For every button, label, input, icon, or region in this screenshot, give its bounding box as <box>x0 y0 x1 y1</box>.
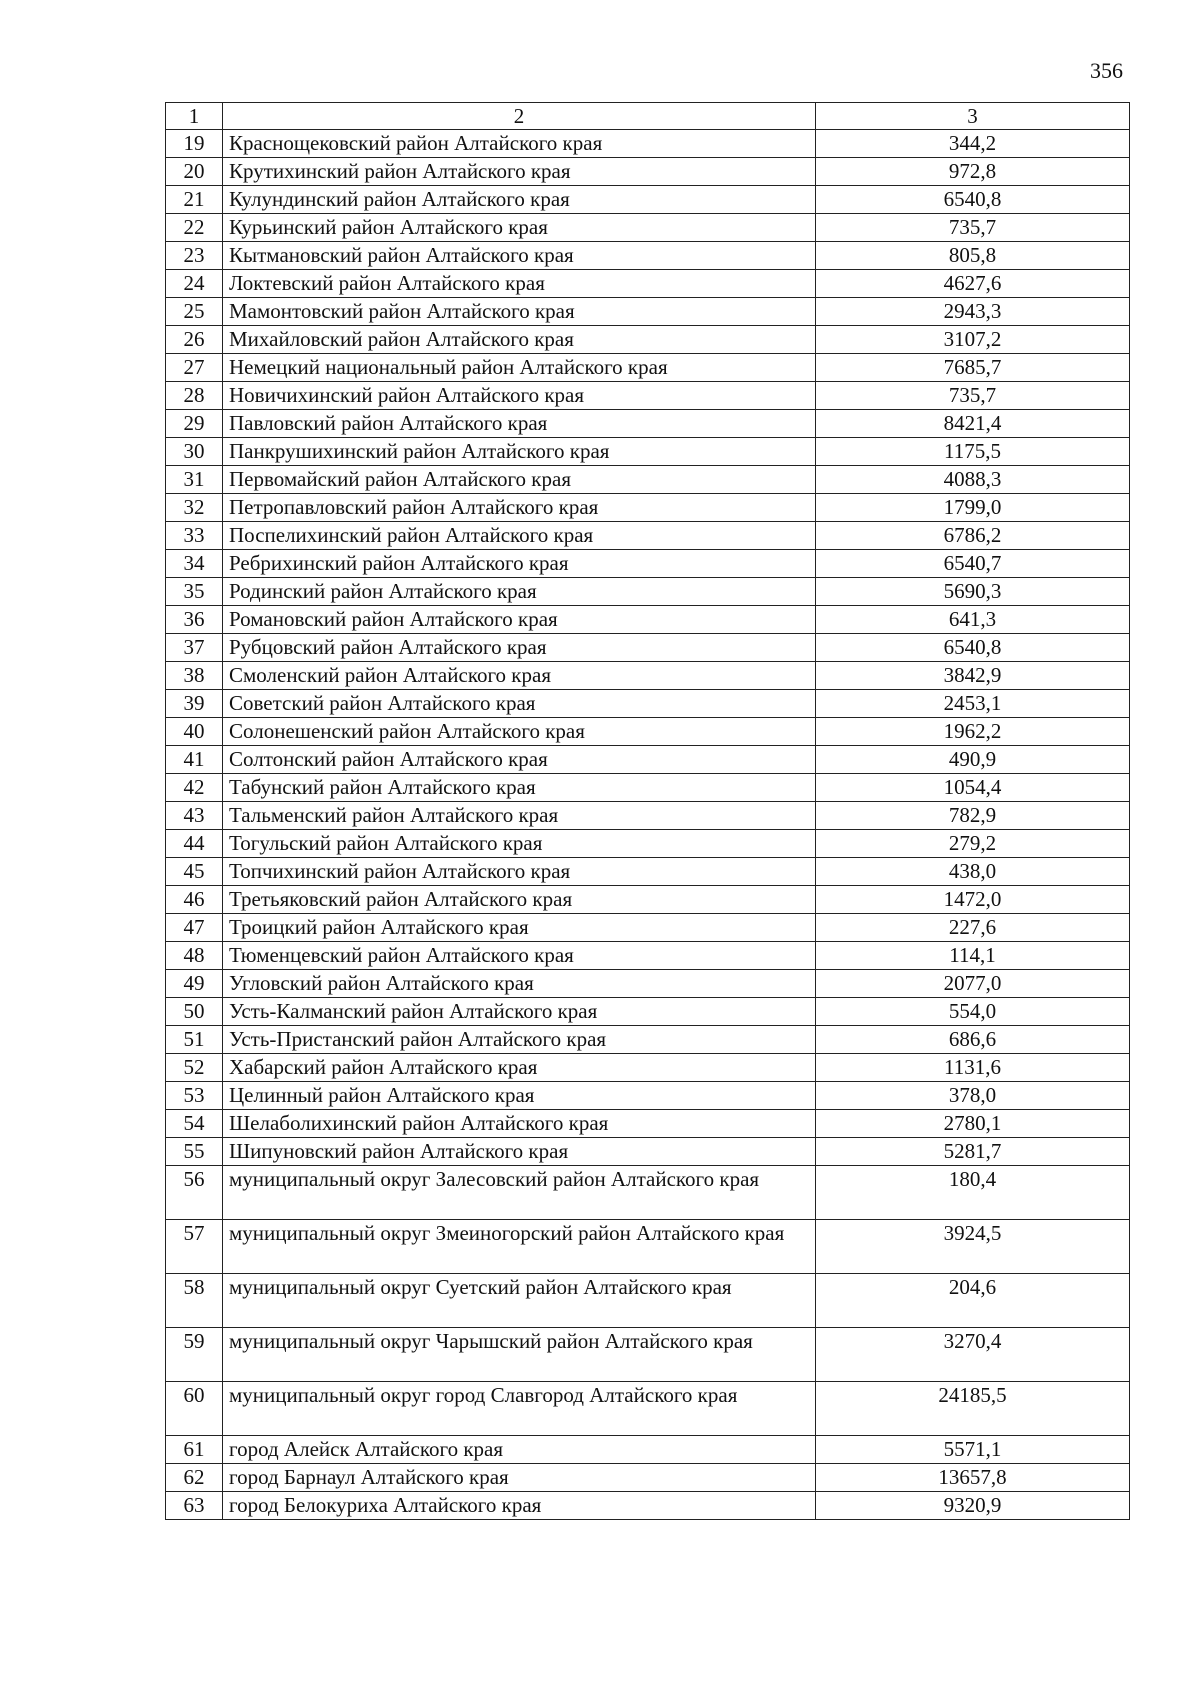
row-name: Солонешенский район Алтайского края <box>223 718 816 746</box>
row-name: муниципальный округ Змеиногорский район Алтайского края <box>223 1220 816 1274</box>
row-name: Рубцовский район Алтайского края <box>223 634 816 662</box>
row-number: 29 <box>166 410 223 438</box>
row-value: 5281,7 <box>816 1138 1130 1166</box>
row-value: 204,6 <box>816 1274 1130 1328</box>
row-value: 438,0 <box>816 858 1130 886</box>
row-name: Солтонский район Алтайского края <box>223 746 816 774</box>
table-row <box>166 382 1130 410</box>
table-row <box>166 886 1130 914</box>
table-row <box>166 130 1130 158</box>
row-name: Ребрихинский район Алтайского края <box>223 550 816 578</box>
row-value: 4088,3 <box>816 466 1130 494</box>
table-row <box>166 914 1130 942</box>
row-value: 2943,3 <box>816 298 1130 326</box>
row-name: Павловский район Алтайского края <box>223 410 816 438</box>
row-number: 39 <box>166 690 223 718</box>
row-value: 490,9 <box>816 746 1130 774</box>
row-number: 34 <box>166 550 223 578</box>
table-row <box>166 830 1130 858</box>
row-name: муниципальный округ город Славгород Алтайского края <box>223 1382 816 1436</box>
row-number: 28 <box>166 382 223 410</box>
row-value: 6786,2 <box>816 522 1130 550</box>
table-row <box>166 214 1130 242</box>
row-name: Петропавловский район Алтайского края <box>223 494 816 522</box>
row-number: 60 <box>166 1382 223 1436</box>
table-row <box>166 746 1130 774</box>
row-name: муниципальный округ Чарышский район Алтайского края <box>223 1328 816 1382</box>
table-row <box>166 662 1130 690</box>
table-row <box>166 690 1130 718</box>
row-number: 19 <box>166 130 223 158</box>
row-number: 31 <box>166 466 223 494</box>
row-value: 3270,4 <box>816 1328 1130 1382</box>
table-row <box>166 466 1130 494</box>
row-name: Локтевский район Алтайского края <box>223 270 816 298</box>
row-name: Усть-Пристанский район Алтайского края <box>223 1026 816 1054</box>
table-row <box>166 438 1130 466</box>
header-col-1: 1 <box>166 103 223 130</box>
row-name: Кулундинский район Алтайского края <box>223 186 816 214</box>
row-name: муниципальный округ Залесовский район Алтайского края <box>223 1166 816 1220</box>
row-value: 9320,9 <box>816 1492 1130 1520</box>
row-value: 1054,4 <box>816 774 1130 802</box>
row-name: Родинский район Алтайского края <box>223 578 816 606</box>
row-number: 47 <box>166 914 223 942</box>
row-value: 1962,2 <box>816 718 1130 746</box>
row-number: 61 <box>166 1436 223 1464</box>
table-row <box>166 1138 1130 1166</box>
row-name: Шелаболихинский район Алтайского края <box>223 1110 816 1138</box>
table-row <box>166 1110 1130 1138</box>
row-value: 6540,8 <box>816 186 1130 214</box>
row-value: 686,6 <box>816 1026 1130 1054</box>
row-value: 805,8 <box>816 242 1130 270</box>
table-row <box>166 774 1130 802</box>
row-value: 1799,0 <box>816 494 1130 522</box>
row-value: 6540,7 <box>816 550 1130 578</box>
row-number: 46 <box>166 886 223 914</box>
row-name: Усть-Калманский район Алтайского края <box>223 998 816 1026</box>
row-number: 21 <box>166 186 223 214</box>
table-row <box>166 410 1130 438</box>
row-name: город Барнаул Алтайского края <box>223 1464 816 1492</box>
table-row <box>166 634 1130 662</box>
row-value: 7685,7 <box>816 354 1130 382</box>
table-row <box>166 802 1130 830</box>
table-row <box>166 354 1130 382</box>
table-row <box>166 186 1130 214</box>
row-name: город Белокуриха Алтайского края <box>223 1492 816 1520</box>
row-number: 59 <box>166 1328 223 1382</box>
row-value: 972,8 <box>816 158 1130 186</box>
row-value: 8421,4 <box>816 410 1130 438</box>
table-row <box>166 158 1130 186</box>
row-value: 6540,8 <box>816 634 1130 662</box>
row-value: 554,0 <box>816 998 1130 1026</box>
row-number: 25 <box>166 298 223 326</box>
table-row <box>166 1274 1130 1328</box>
row-name: Крутихинский район Алтайского края <box>223 158 816 186</box>
row-number: 26 <box>166 326 223 354</box>
row-name: муниципальный округ Суетский район Алтайского края <box>223 1274 816 1328</box>
row-name: Новичихинский район Алтайского края <box>223 382 816 410</box>
row-value: 2453,1 <box>816 690 1130 718</box>
table-row <box>166 1082 1130 1110</box>
data-table <box>165 102 1130 1520</box>
row-value: 735,7 <box>816 382 1130 410</box>
row-name: Советский район Алтайского края <box>223 690 816 718</box>
row-number: 30 <box>166 438 223 466</box>
row-number: 45 <box>166 858 223 886</box>
row-name: Целинный район Алтайского края <box>223 1082 816 1110</box>
row-name: Краснощековский район Алтайского края <box>223 130 816 158</box>
page-number: 356 <box>1090 58 1123 83</box>
row-name: Табунский район Алтайского края <box>223 774 816 802</box>
row-value: 378,0 <box>816 1082 1130 1110</box>
row-name: Первомайский район Алтайского края <box>223 466 816 494</box>
row-name: Шипуновский район Алтайского края <box>223 1138 816 1166</box>
table-row <box>166 1464 1130 1492</box>
table-row <box>166 718 1130 746</box>
row-number: 52 <box>166 1054 223 1082</box>
row-number: 43 <box>166 802 223 830</box>
row-name: Третьяковский район Алтайского края <box>223 886 816 914</box>
row-value: 1131,6 <box>816 1054 1130 1082</box>
row-name: Тальменский район Алтайского края <box>223 802 816 830</box>
row-name: Топчихинский район Алтайского края <box>223 858 816 886</box>
row-number: 42 <box>166 774 223 802</box>
row-number: 62 <box>166 1464 223 1492</box>
row-number: 27 <box>166 354 223 382</box>
table-row <box>166 550 1130 578</box>
row-value: 3842,9 <box>816 662 1130 690</box>
row-number: 36 <box>166 606 223 634</box>
row-number: 56 <box>166 1166 223 1220</box>
row-value: 3107,2 <box>816 326 1130 354</box>
row-name: Курьинский район Алтайского края <box>223 214 816 242</box>
table-row <box>166 998 1130 1026</box>
row-name: Троицкий район Алтайского края <box>223 914 816 942</box>
row-name: город Алейск Алтайского края <box>223 1436 816 1464</box>
table-row <box>166 494 1130 522</box>
row-value: 735,7 <box>816 214 1130 242</box>
row-number: 55 <box>166 1138 223 1166</box>
table-row <box>166 1166 1130 1220</box>
row-name: Поспелихинский район Алтайского края <box>223 522 816 550</box>
row-value: 2077,0 <box>816 970 1130 998</box>
row-value: 641,3 <box>816 606 1130 634</box>
table-row <box>166 1220 1130 1274</box>
row-number: 37 <box>166 634 223 662</box>
row-value: 344,2 <box>816 130 1130 158</box>
row-value: 279,2 <box>816 830 1130 858</box>
row-name: Мамонтовский район Алтайского края <box>223 298 816 326</box>
row-value: 24185,5 <box>816 1382 1130 1436</box>
row-value: 1175,5 <box>816 438 1130 466</box>
row-name: Смоленский район Алтайского края <box>223 662 816 690</box>
row-number: 48 <box>166 942 223 970</box>
row-name: Романовский район Алтайского края <box>223 606 816 634</box>
table-row <box>166 1492 1130 1520</box>
header-col-2: 2 <box>223 103 816 130</box>
row-name: Хабарский район Алтайского края <box>223 1054 816 1082</box>
table-row <box>166 606 1130 634</box>
table-row <box>166 1382 1130 1436</box>
row-name: Угловский район Алтайского края <box>223 970 816 998</box>
row-name: Тогульский район Алтайского края <box>223 830 816 858</box>
row-number: 22 <box>166 214 223 242</box>
row-number: 24 <box>166 270 223 298</box>
table-row <box>166 1026 1130 1054</box>
table-row <box>166 942 1130 970</box>
row-value: 1472,0 <box>816 886 1130 914</box>
row-number: 51 <box>166 1026 223 1054</box>
row-number: 63 <box>166 1492 223 1520</box>
row-number: 38 <box>166 662 223 690</box>
row-number: 53 <box>166 1082 223 1110</box>
row-value: 3924,5 <box>816 1220 1130 1274</box>
table-row <box>166 298 1130 326</box>
row-value: 5571,1 <box>816 1436 1130 1464</box>
row-number: 44 <box>166 830 223 858</box>
table-row <box>166 326 1130 354</box>
row-name: Кытмановский район Алтайского края <box>223 242 816 270</box>
row-value: 180,4 <box>816 1166 1130 1220</box>
row-number: 32 <box>166 494 223 522</box>
table-row <box>166 242 1130 270</box>
row-number: 40 <box>166 718 223 746</box>
table-row <box>166 858 1130 886</box>
row-number: 57 <box>166 1220 223 1274</box>
row-number: 50 <box>166 998 223 1026</box>
row-name: Немецкий национальный район Алтайского края <box>223 354 816 382</box>
table-row <box>166 270 1130 298</box>
row-value: 2780,1 <box>816 1110 1130 1138</box>
row-number: 49 <box>166 970 223 998</box>
header-col-3: 3 <box>816 103 1130 130</box>
row-value: 13657,8 <box>816 1464 1130 1492</box>
row-value: 227,6 <box>816 914 1130 942</box>
table-row <box>166 970 1130 998</box>
row-value: 114,1 <box>816 942 1130 970</box>
table-row <box>166 578 1130 606</box>
table-row <box>166 522 1130 550</box>
row-name: Панкрушихинский район Алтайского края <box>223 438 816 466</box>
row-value: 5690,3 <box>816 578 1130 606</box>
row-value: 782,9 <box>816 802 1130 830</box>
row-number: 41 <box>166 746 223 774</box>
table-row <box>166 1436 1130 1464</box>
row-name: Тюменцевский район Алтайского края <box>223 942 816 970</box>
row-number: 58 <box>166 1274 223 1328</box>
row-number: 20 <box>166 158 223 186</box>
table-row <box>166 1328 1130 1382</box>
row-number: 33 <box>166 522 223 550</box>
row-number: 23 <box>166 242 223 270</box>
row-number: 35 <box>166 578 223 606</box>
table-row <box>166 1054 1130 1082</box>
table-header-row <box>166 103 1130 130</box>
row-number: 54 <box>166 1110 223 1138</box>
row-value: 4627,6 <box>816 270 1130 298</box>
row-name: Михайловский район Алтайского края <box>223 326 816 354</box>
